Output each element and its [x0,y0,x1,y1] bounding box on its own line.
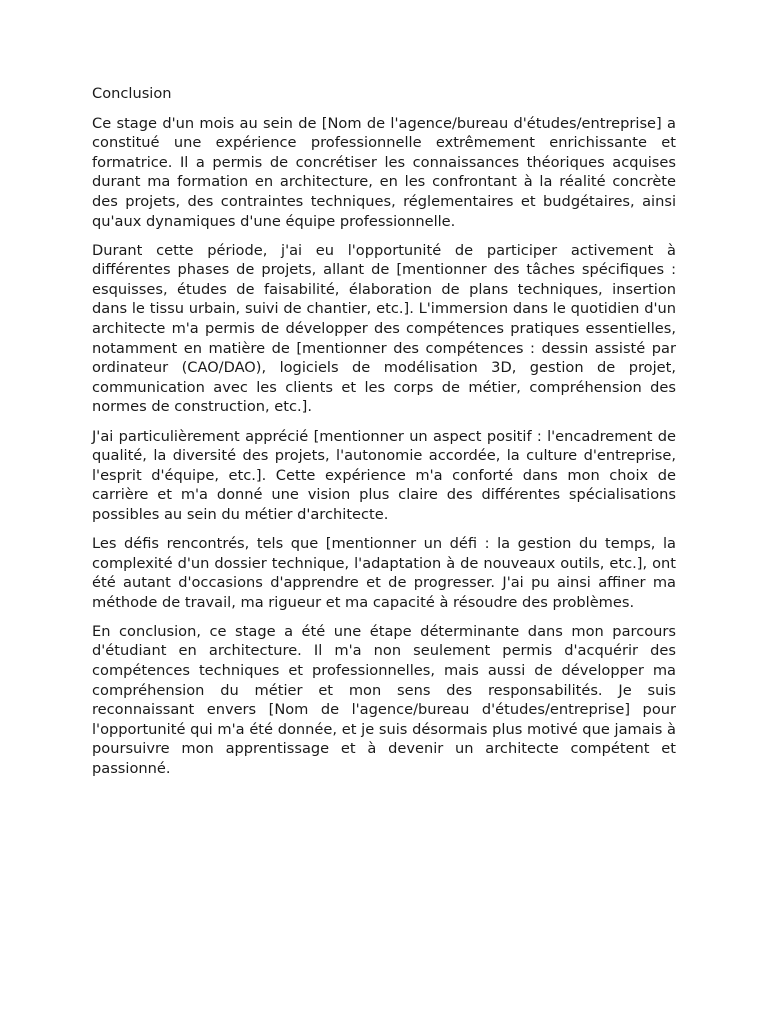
paragraph-5: En conclusion, ce stage a été une étape déterminante dans mon parcours d'étudiant en architecture. Il m'a non seulement permis d'acquérir des compétences techniques et professionnelles, mais aussi de développer ma compréhension du métier et mon sens des responsabilités. Je suis reconnaissant envers [Nom de l'agence/bureau d'études/entreprise] pour l'opportunité qui m'a été donnée, et je suis désormais plus motivé que jamais à poursuivre mon apprentissage et à devenir un architecte compétent et passionné. [92,622,676,777]
paragraph-1: Ce stage d'un mois au sein de [Nom de l'agence/bureau d'études/entreprise] a constitué une expérience professionnelle extrêmement enrichissante et formatrice. Il a permis de concrétiser les connaissances théoriques acquises durant ma formation en architecture, en les confrontant à la réalité concrète des projets, des contraintes techniques, réglementaires et budgétaires, ainsi qu'aux dynamiques d'une équipe professionnelle. [92,114,676,230]
paragraph-4: Les défis rencontrés, tels que [mentionner un défi : la gestion du temps, la complexité d'un dossier technique, l'adaptation à de nouveaux outils, etc.], ont été autant d'occasions d'apprendre et de progresser. J'ai pu ainsi affiner ma méthode de travail, ma rigueur et ma capacité à résoudre des problèmes. [92,534,676,611]
document-body [92,84,676,788]
section-heading: Conclusion [92,85,172,102]
paragraph-3: J'ai particulièrement apprécié [mentionner un aspect positif : l'encadrement de qualité, la diversité des projets, l'autonomie accordée, la culture d'entreprise, l'esprit d'équipe, etc.]. Cette expérience m'a conforté dans mon choix de carrière et m'a donné une vision plus claire des différentes spécialisations possibles au sein du métier d'architecte. [92,427,676,523]
paragraph-2: Durant cette période, j'ai eu l'opportunité de participer activement à différentes phases de projets, allant de [mentionner des tâches spécifiques : esquisses, études de faisabilité, élaboration de plans techniques, insertion dans le tissu urbain, suivi de chantier, etc.]. L'immersion dans le quotidien d'un architecte m'a permis de développer des compétences pratiques essentielles, notamment en matière de [mentionner des compétences : dessin assisté par ordinateur (CAO/DAO), logiciels de modélisation 3D, gestion de projet, communication avec les clients et les corps de métier, compréhension des normes de construction, etc.]. [92,241,676,416]
